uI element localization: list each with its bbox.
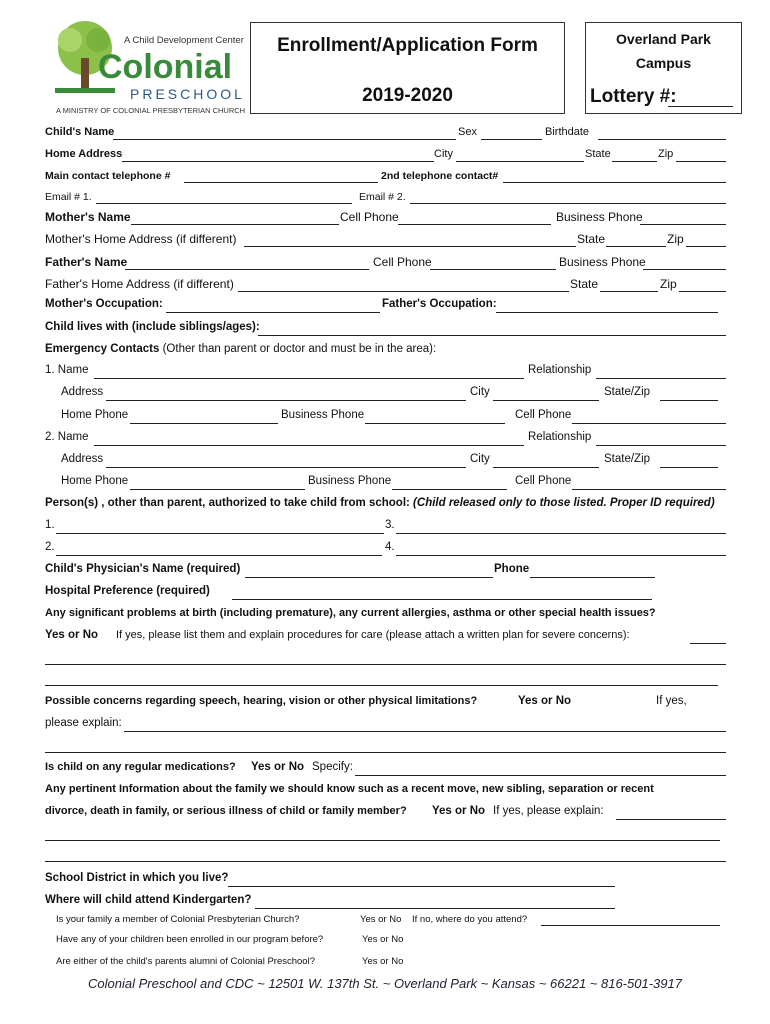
ec1-name-label: 1. Name <box>45 364 89 376</box>
child-name-label: Child's Name <box>45 126 115 138</box>
physician-label: Child's Physician's Name (required) <box>45 563 241 575</box>
child-lives-field[interactable] <box>258 335 726 336</box>
father-cell-field[interactable] <box>430 269 556 270</box>
ec1-business-phone-field[interactable] <box>365 423 505 424</box>
father-business-field[interactable] <box>643 269 726 270</box>
child-lives-label: Child lives with (include siblings/ages): <box>45 321 260 333</box>
physical-concerns-field-1[interactable] <box>45 752 726 753</box>
physical-concerns-question: Possible concerns regarding speech, hearing, vision or other physical limitations? <box>45 695 478 707</box>
please-explain-label: please explain: <box>45 717 122 729</box>
mother-occupation-label: Mother's Occupation: <box>45 298 163 310</box>
state-label: State <box>585 148 611 160</box>
email2-label: Email # 2. <box>359 191 406 203</box>
city-field[interactable] <box>456 161 584 162</box>
father-address-field[interactable] <box>238 291 569 292</box>
family-info-field-1[interactable] <box>45 840 720 841</box>
mother-name-label: Mother's Name <box>45 210 131 224</box>
state-field[interactable] <box>612 161 657 162</box>
title-box <box>250 22 565 114</box>
church-member-yes-no[interactable]: Yes or No <box>360 914 402 925</box>
authorized-persons-note: (Child released only to those listed. Proper ID required) <box>409 497 715 509</box>
emergency-heading-rest: (Other than parent or doctor and must be in the area): <box>159 343 437 355</box>
ec1-statezip-label: State/Zip <box>604 386 651 398</box>
email2-field[interactable] <box>410 203 726 204</box>
home-address-label: Home Address <box>45 148 123 160</box>
family-info-field-0[interactable] <box>616 819 726 820</box>
person4-label: 4. <box>385 541 395 553</box>
father-name-label: Father's Name <box>45 255 128 269</box>
ec2-name-field[interactable] <box>94 445 524 446</box>
emergency-heading <box>45 343 436 355</box>
previously-enrolled-yes-no[interactable]: Yes or No <box>362 934 404 945</box>
church-attend-field[interactable] <box>541 925 720 926</box>
ec1-address-label: Address <box>61 386 104 398</box>
form-year: 2019-2020 <box>362 85 453 106</box>
ec2-statezip-field[interactable] <box>660 467 718 468</box>
physical-concerns-if-yes: If yes, <box>656 695 687 707</box>
logo-ministry: A MINISTRY OF COLONIAL PRESBYTERIAN CHURCH <box>56 106 246 115</box>
ec1-name-field[interactable] <box>94 378 524 379</box>
church-member-question: Is your family a member of Colonial Presbyterian Church? <box>56 914 300 925</box>
mother-state-label: State <box>577 232 606 246</box>
ec1-address-field[interactable] <box>106 400 466 401</box>
logo-tagline: A Child Development Center <box>124 35 244 46</box>
ec1-cell-phone-field[interactable] <box>572 423 726 424</box>
ec2-business-phone-label: Business Phone <box>308 475 392 487</box>
sex-label: Sex <box>458 126 477 138</box>
logo <box>50 18 250 118</box>
mother-zip-field[interactable] <box>686 246 726 247</box>
mother-name-field[interactable] <box>131 224 339 225</box>
logo-name: Colonial <box>98 48 233 86</box>
second-phone-field[interactable] <box>503 182 726 183</box>
health-if-yes-label: If yes, please list them and explain procedures for care (please attach a written plan for severe concerns): <box>116 629 630 641</box>
ec2-name-label: 2. Name <box>45 431 89 443</box>
person3-label: 3. <box>385 519 395 531</box>
medications-question: Is child on any regular medications? <box>45 761 236 773</box>
church-attend-label: If no, where do you attend? <box>412 914 528 925</box>
ec2-relationship-field[interactable] <box>596 445 726 446</box>
mother-cell-label: Cell Phone <box>340 210 399 224</box>
physical-concerns-yes-no[interactable]: Yes or No <box>518 695 572 707</box>
person1-field[interactable] <box>56 533 384 534</box>
ec1-city-label: City <box>470 386 490 398</box>
physician-phone-field[interactable] <box>530 577 655 578</box>
father-zip-field[interactable] <box>679 291 726 292</box>
ec1-business-phone-label: Business Phone <box>281 409 365 421</box>
ec1-home-phone-field[interactable] <box>130 423 278 424</box>
zip-field[interactable] <box>676 161 726 162</box>
campus-box <box>585 22 742 114</box>
hospital-label: Hospital Preference (required) <box>45 585 210 597</box>
ec2-home-phone-label: Home Phone <box>61 475 129 487</box>
ec1-statezip-field[interactable] <box>660 400 718 401</box>
city-label: City <box>434 148 453 160</box>
lottery-field[interactable] <box>668 106 733 107</box>
physician-field[interactable] <box>245 577 493 578</box>
father-state-field[interactable] <box>600 291 658 292</box>
health-explain-field-0[interactable] <box>690 643 726 644</box>
ec2-relationship-label: Relationship <box>528 431 592 443</box>
ec2-cell-phone-field[interactable] <box>572 489 726 490</box>
physician-phone-label: Phone <box>494 563 530 575</box>
hospital-field[interactable] <box>232 599 652 600</box>
father-cell-label: Cell Phone <box>373 255 432 269</box>
campus-label: Campus <box>635 55 692 71</box>
mother-business-label: Business Phone <box>556 210 643 224</box>
mother-cell-field[interactable] <box>398 224 551 225</box>
family-info-field-2[interactable] <box>45 861 726 862</box>
home-address-field[interactable] <box>122 161 434 162</box>
father-occupation-label: Father's Occupation: <box>382 298 497 310</box>
mother-address-label: Mother's Home Address (if different) <box>45 232 237 246</box>
health-explain-field-2[interactable] <box>45 685 718 686</box>
sex-field[interactable] <box>481 139 542 140</box>
ec1-cell-phone-label: Cell Phone <box>515 409 572 421</box>
ec1-home-phone-label: Home Phone <box>61 409 129 421</box>
authorized-persons-heading <box>45 497 715 509</box>
lottery-label: Lottery #: <box>590 86 677 107</box>
father-occupation-field[interactable] <box>496 312 718 313</box>
ec1-city-field[interactable] <box>493 400 599 401</box>
email1-field[interactable] <box>96 203 352 204</box>
child-name-field[interactable] <box>113 139 456 140</box>
family-info-question-line2: divorce, death in family, or serious illness of child or family member? <box>45 805 407 817</box>
health-explain-field-1[interactable] <box>45 664 726 665</box>
health-problems-question: Any significant problems at birth (including premature), any current allergies, asthma or other special health issues? <box>45 607 656 619</box>
previously-enrolled-question: Have any of your children been enrolled in our program before? <box>56 934 324 945</box>
ec1-relationship-field[interactable] <box>596 378 726 379</box>
zip-label: Zip <box>658 148 674 160</box>
person2-field[interactable] <box>56 555 382 556</box>
kindergarten-field[interactable] <box>255 908 615 909</box>
person1-label: 1. <box>45 519 55 531</box>
person3-field[interactable] <box>396 533 726 534</box>
mother-business-field[interactable] <box>640 224 726 225</box>
person2-label: 2. <box>45 541 55 553</box>
ec2-city-field[interactable] <box>493 467 599 468</box>
father-state-label: State <box>570 277 599 291</box>
health-yes-no[interactable]: Yes or No <box>45 629 99 641</box>
parents-alumni-question: Are either of the child's parents alumni of Colonial Preschool? <box>56 956 315 967</box>
physical-concerns-field-0[interactable] <box>124 731 726 732</box>
school-district-label: School District in which you live? <box>45 872 229 884</box>
ec2-address-label: Address <box>61 453 104 465</box>
birthdate-field[interactable] <box>598 139 726 140</box>
footer-address: Colonial Preschool and CDC ~ 12501 W. 137th St. ~ Overland Park ~ Kansas ~ 66221 ~ 816-501-3917 <box>88 976 682 991</box>
ec2-business-phone-field[interactable] <box>392 489 507 490</box>
ec2-statezip-label: State/Zip <box>604 453 651 465</box>
mother-zip-label: Zip <box>667 232 684 246</box>
family-info-yes-no[interactable]: Yes or No <box>432 805 486 817</box>
main-phone-field[interactable] <box>184 182 378 183</box>
birthdate-label: Birthdate <box>545 126 590 138</box>
father-business-label: Business Phone <box>559 255 646 269</box>
family-info-question-line1: Any pertinent Information about the family we should know such as a recent move, new sibling, separation or recent <box>45 783 654 795</box>
ec2-cell-phone-label: Cell Phone <box>515 475 572 487</box>
authorized-persons-bold: Person(s) , other than parent, authorized to take child from school: <box>45 497 410 509</box>
mother-occupation-field[interactable] <box>166 312 380 313</box>
family-info-if-yes-label: If yes, please explain: <box>493 805 604 817</box>
form-title: Enrollment/Application Form <box>277 35 538 56</box>
kindergarten-label: Where will child attend Kindergarten? <box>45 894 252 906</box>
emergency-heading-bold: Emergency Contacts <box>45 343 160 355</box>
school-district-field[interactable] <box>228 886 615 887</box>
mother-address-field[interactable] <box>244 246 576 247</box>
person4-field[interactable] <box>396 555 726 556</box>
ec1-relationship-label: Relationship <box>528 364 592 376</box>
ec2-city-label: City <box>470 453 490 465</box>
parents-alumni-yes-no[interactable]: Yes or No <box>362 956 404 967</box>
medications-yes-no[interactable]: Yes or No <box>251 761 305 773</box>
medications-specify-label: Specify: <box>312 761 353 773</box>
medications-specify-field[interactable] <box>355 775 726 776</box>
logo-sub: PRESCHOOL <box>130 86 245 102</box>
main-phone-label: Main contact telephone # <box>45 170 171 182</box>
father-name-field[interactable] <box>125 269 369 270</box>
father-zip-label: Zip <box>660 277 677 291</box>
second-phone-label: 2nd telephone contact# <box>381 170 499 182</box>
ec2-home-phone-field[interactable] <box>130 489 305 490</box>
email1-label: Email # 1. <box>45 191 92 203</box>
ec2-address-field[interactable] <box>106 467 466 468</box>
mother-state-field[interactable] <box>606 246 666 247</box>
campus-name: Overland Park <box>616 31 711 47</box>
father-address-label: Father's Home Address (if different) <box>45 277 234 291</box>
